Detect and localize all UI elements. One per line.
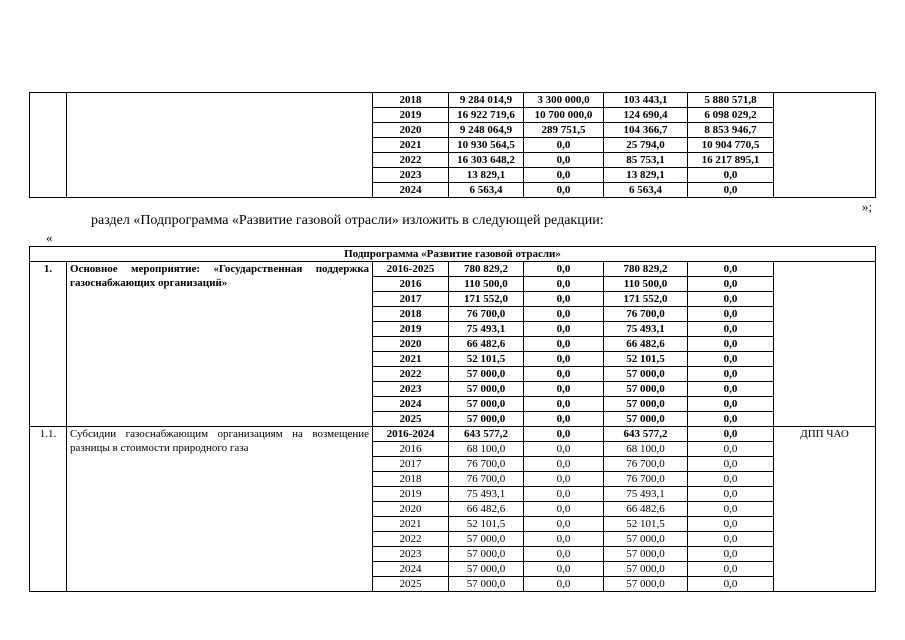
other-cell: 0,0 xyxy=(688,517,774,532)
federal-cell: 0,0 xyxy=(524,547,604,562)
other-cell: 0,0 xyxy=(688,307,774,322)
total-cell: 6 563,4 xyxy=(449,183,524,198)
federal-cell: 0,0 xyxy=(524,183,604,198)
federal-cell: 0,0 xyxy=(524,307,604,322)
year-cell: 2024 xyxy=(373,397,449,412)
year-cell: 2019 xyxy=(373,487,449,502)
federal-cell: 0,0 xyxy=(524,382,604,397)
regional-cell: 124 690,4 xyxy=(604,108,688,123)
executor-cell xyxy=(774,93,876,198)
regional-cell: 75 493,1 xyxy=(604,322,688,337)
federal-cell: 0,0 xyxy=(524,412,604,427)
other-cell: 0,0 xyxy=(688,562,774,577)
regional-cell: 643 577,2 xyxy=(604,427,688,442)
year-cell: 2019 xyxy=(373,108,449,123)
year-cell: 2024 xyxy=(373,562,449,577)
table-row xyxy=(30,262,876,277)
regional-cell: 57 000,0 xyxy=(604,532,688,547)
federal-cell: 0,0 xyxy=(524,457,604,472)
other-cell: 0,0 xyxy=(688,183,774,198)
other-cell: 8 853 946,7 xyxy=(688,123,774,138)
year-cell: 2016-2025 xyxy=(373,262,449,277)
federal-cell: 0,0 xyxy=(524,577,604,592)
other-cell: 0,0 xyxy=(688,442,774,457)
total-cell: 13 829,1 xyxy=(449,168,524,183)
regional-cell: 25 794,0 xyxy=(604,138,688,153)
closing-quote: »; xyxy=(862,199,873,214)
federal-cell: 0,0 xyxy=(524,337,604,352)
federal-cell: 0,0 xyxy=(524,168,604,183)
total-cell: 57 000,0 xyxy=(449,532,524,547)
regional-cell: 780 829,2 xyxy=(604,262,688,277)
total-cell: 57 000,0 xyxy=(449,577,524,592)
year-cell: 2022 xyxy=(373,532,449,547)
regional-cell: 57 000,0 xyxy=(604,367,688,382)
year-cell: 2022 xyxy=(373,153,449,168)
regional-cell: 75 493,1 xyxy=(604,487,688,502)
section-name: Основное мероприятие: «Государственная поддержка газоснабжающих организаций» xyxy=(67,262,373,427)
subprogram-table xyxy=(29,246,876,592)
year-cell: 2020 xyxy=(373,502,449,517)
federal-cell: 0,0 xyxy=(524,292,604,307)
total-cell: 52 101,5 xyxy=(449,517,524,532)
federal-cell: 0,0 xyxy=(524,472,604,487)
total-cell: 10 930 564,5 xyxy=(449,138,524,153)
year-cell: 2017 xyxy=(373,457,449,472)
federal-cell: 0,0 xyxy=(524,367,604,382)
other-cell: 0,0 xyxy=(688,168,774,183)
total-cell: 16 922 719,6 xyxy=(449,108,524,123)
total-cell: 57 000,0 xyxy=(449,397,524,412)
total-cell: 76 700,0 xyxy=(449,307,524,322)
regional-cell: 57 000,0 xyxy=(604,547,688,562)
year-cell: 2019 xyxy=(373,322,449,337)
year-cell: 2022 xyxy=(373,367,449,382)
other-cell: 0,0 xyxy=(688,292,774,307)
table-row xyxy=(30,93,876,108)
total-cell: 66 482,6 xyxy=(449,502,524,517)
regional-cell: 52 101,5 xyxy=(604,352,688,367)
total-cell: 643 577,2 xyxy=(449,427,524,442)
regional-cell: 6 563,4 xyxy=(604,183,688,198)
federal-cell: 0,0 xyxy=(524,562,604,577)
year-cell: 2025 xyxy=(373,412,449,427)
regional-cell: 104 366,7 xyxy=(604,123,688,138)
regional-cell: 76 700,0 xyxy=(604,307,688,322)
federal-cell: 0,0 xyxy=(524,502,604,517)
other-cell: 0,0 xyxy=(688,577,774,592)
federal-cell: 0,0 xyxy=(524,442,604,457)
regional-cell: 76 700,0 xyxy=(604,472,688,487)
other-cell: 0,0 xyxy=(688,397,774,412)
year-cell: 2018 xyxy=(373,93,449,108)
other-cell: 16 217 895,1 xyxy=(688,153,774,168)
total-cell: 68 100,0 xyxy=(449,442,524,457)
regional-cell: 66 482,6 xyxy=(604,502,688,517)
other-cell: 0,0 xyxy=(688,322,774,337)
subprogram-title: Подпрограмма «Развитие газовой отрасли» xyxy=(30,247,876,262)
year-cell: 2016 xyxy=(373,277,449,292)
year-cell: 2023 xyxy=(373,382,449,397)
year-cell: 2016-2024 xyxy=(373,427,449,442)
section-number: 1.1. xyxy=(30,427,67,592)
total-cell: 76 700,0 xyxy=(449,457,524,472)
other-cell: 0,0 xyxy=(688,367,774,382)
executor-cell: ДПП ЧАО xyxy=(774,427,876,592)
total-cell: 780 829,2 xyxy=(449,262,524,277)
year-cell: 2021 xyxy=(373,138,449,153)
federal-cell: 10 700 000,0 xyxy=(524,108,604,123)
year-cell: 2024 xyxy=(373,183,449,198)
other-cell: 0,0 xyxy=(688,352,774,367)
total-cell: 110 500,0 xyxy=(449,277,524,292)
federal-cell: 3 300 000,0 xyxy=(524,93,604,108)
other-cell: 0,0 xyxy=(688,427,774,442)
federal-cell: 0,0 xyxy=(524,487,604,502)
other-cell: 0,0 xyxy=(688,412,774,427)
other-cell: 0,0 xyxy=(688,547,774,562)
year-cell: 2020 xyxy=(373,123,449,138)
section-name: Субсидии газоснабжающим организациям на возмещение разницы в стоимости природного газа xyxy=(67,427,373,592)
total-cell: 76 700,0 xyxy=(449,472,524,487)
amendment-paragraph: раздел «Подпрограмма «Развитие газовой отрасли» изложить в следующей редакции: xyxy=(91,213,604,228)
regional-cell: 57 000,0 xyxy=(604,412,688,427)
total-cell: 9 284 014,9 xyxy=(449,93,524,108)
federal-cell: 0,0 xyxy=(524,153,604,168)
federal-cell: 0,0 xyxy=(524,322,604,337)
year-cell: 2021 xyxy=(373,352,449,367)
total-cell: 75 493,1 xyxy=(449,487,524,502)
other-cell: 0,0 xyxy=(688,532,774,547)
other-cell: 0,0 xyxy=(688,502,774,517)
other-cell: 0,0 xyxy=(688,457,774,472)
total-cell: 66 482,6 xyxy=(449,337,524,352)
regional-cell: 103 443,1 xyxy=(604,93,688,108)
regional-cell: 13 829,1 xyxy=(604,168,688,183)
other-cell: 6 098 029,2 xyxy=(688,108,774,123)
year-cell: 2016 xyxy=(373,442,449,457)
year-cell: 2018 xyxy=(373,472,449,487)
total-cell: 57 000,0 xyxy=(449,547,524,562)
year-cell: 2023 xyxy=(373,168,449,183)
federal-cell: 0,0 xyxy=(524,517,604,532)
federal-cell: 0,0 xyxy=(524,262,604,277)
section-number: 1. xyxy=(30,262,67,427)
regional-cell: 57 000,0 xyxy=(604,382,688,397)
regional-cell: 85 753,1 xyxy=(604,153,688,168)
other-cell: 0,0 xyxy=(688,382,774,397)
year-cell: 2017 xyxy=(373,292,449,307)
federal-cell: 0,0 xyxy=(524,397,604,412)
total-cell: 171 552,0 xyxy=(449,292,524,307)
other-cell: 0,0 xyxy=(688,262,774,277)
executor-cell xyxy=(774,262,876,427)
regional-cell: 52 101,5 xyxy=(604,517,688,532)
other-cell: 0,0 xyxy=(688,277,774,292)
year-cell: 2018 xyxy=(373,307,449,322)
other-cell: 0,0 xyxy=(688,472,774,487)
total-cell: 57 000,0 xyxy=(449,562,524,577)
federal-cell: 289 751,5 xyxy=(524,123,604,138)
other-cell: 10 904 770,5 xyxy=(688,138,774,153)
federal-cell: 0,0 xyxy=(524,427,604,442)
year-cell: 2020 xyxy=(373,337,449,352)
year-cell: 2021 xyxy=(373,517,449,532)
regional-cell: 110 500,0 xyxy=(604,277,688,292)
opening-quote: « xyxy=(46,230,53,245)
year-cell: 2025 xyxy=(373,577,449,592)
regional-cell: 66 482,6 xyxy=(604,337,688,352)
name-cell xyxy=(67,93,373,198)
regional-cell: 57 000,0 xyxy=(604,562,688,577)
regional-cell: 76 700,0 xyxy=(604,457,688,472)
total-cell: 16 303 648,2 xyxy=(449,153,524,168)
regional-cell: 68 100,0 xyxy=(604,442,688,457)
total-cell: 57 000,0 xyxy=(449,412,524,427)
regional-cell: 171 552,0 xyxy=(604,292,688,307)
total-cell: 57 000,0 xyxy=(449,382,524,397)
other-cell: 0,0 xyxy=(688,337,774,352)
federal-cell: 0,0 xyxy=(524,138,604,153)
budget-table-continuation xyxy=(29,92,876,198)
regional-cell: 57 000,0 xyxy=(604,397,688,412)
subprogram-title-row xyxy=(30,247,876,262)
total-cell: 75 493,1 xyxy=(449,322,524,337)
table-row xyxy=(30,427,876,442)
federal-cell: 0,0 xyxy=(524,352,604,367)
other-cell: 0,0 xyxy=(688,487,774,502)
total-cell: 52 101,5 xyxy=(449,352,524,367)
regional-cell: 57 000,0 xyxy=(604,577,688,592)
total-cell: 57 000,0 xyxy=(449,367,524,382)
federal-cell: 0,0 xyxy=(524,532,604,547)
other-cell: 5 880 571,8 xyxy=(688,93,774,108)
number-cell xyxy=(30,93,67,198)
federal-cell: 0,0 xyxy=(524,277,604,292)
year-cell: 2023 xyxy=(373,547,449,562)
total-cell: 9 248 064,9 xyxy=(449,123,524,138)
